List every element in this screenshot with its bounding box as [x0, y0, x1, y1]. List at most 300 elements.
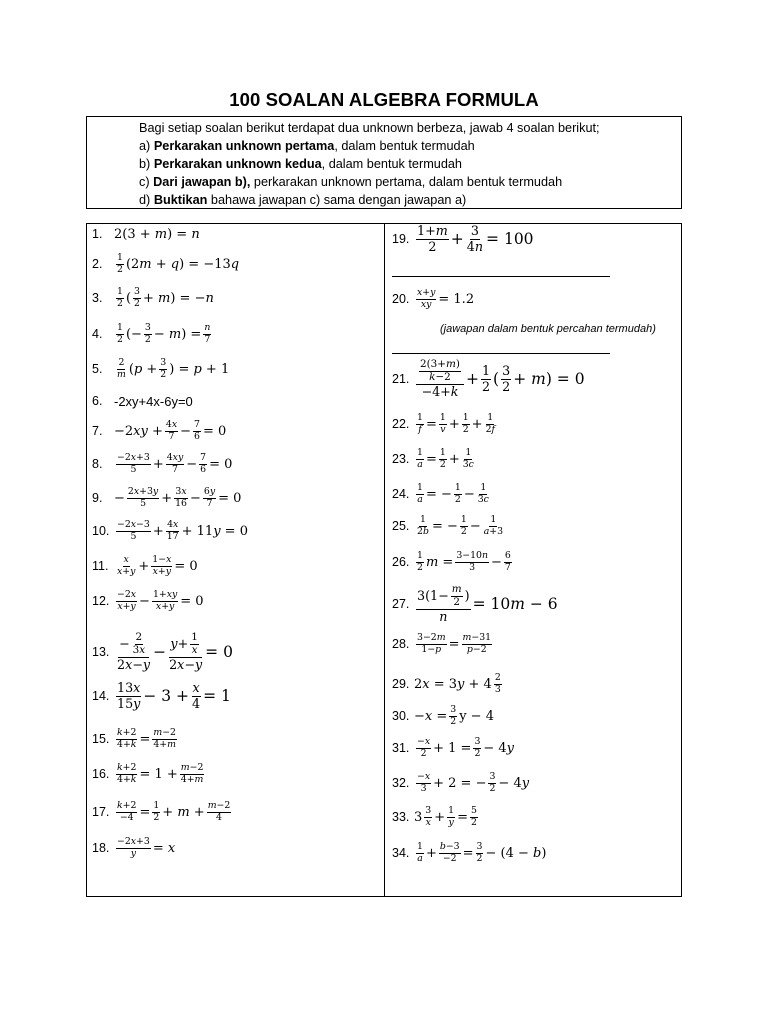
question-number: 22.	[392, 417, 410, 431]
equation: $\frac{\text{𝑘+2}}{\text{4+𝑘}}$ = 1 + $\frac{\text{𝑚−2}}{\text{4+𝑚}}$	[117, 762, 204, 785]
numerator: 1	[117, 322, 123, 334]
numerator: 1	[462, 412, 469, 424]
fraction	[501, 364, 511, 393]
numerator: −𝑥	[417, 736, 431, 748]
numerator: 3𝑥	[175, 486, 187, 498]
fraction	[174, 487, 188, 509]
column-divider	[384, 224, 385, 896]
denominator: 3𝑐	[477, 493, 489, 505]
numerator: 𝑘+2	[117, 800, 137, 812]
fraction	[166, 453, 185, 475]
fraction	[451, 584, 463, 608]
question-number: 18.	[92, 841, 110, 855]
equation: $\frac{1}{2}$ ( $\frac{3}{2}$ + 𝑚) = −𝑛	[117, 286, 214, 309]
question-13	[92, 632, 233, 672]
fraction	[152, 728, 177, 750]
denominator: 2	[117, 333, 123, 345]
denominator: 5	[140, 497, 147, 509]
question-number: 15.	[92, 732, 110, 746]
numerator: 𝑚−2	[153, 727, 176, 739]
denominator: 2	[454, 493, 461, 505]
numerator: 1	[417, 841, 423, 853]
question-number: 26.	[392, 555, 410, 569]
denominator: 2	[160, 368, 167, 380]
question-number: 6.	[92, 394, 103, 408]
equation: $\frac{\text{1+𝑚}}{2}$ + $\frac{3}{\text{4𝑛}}$ = 100	[417, 223, 534, 254]
fraction	[439, 842, 461, 864]
fraction	[133, 287, 141, 309]
question-number: 20.	[392, 292, 410, 306]
numerator: −2𝑥−3	[117, 519, 150, 531]
numerator: 1	[460, 514, 467, 526]
fraction	[488, 772, 496, 794]
equation: 3 $\frac{3}{\text{𝑥}}$ + $\frac{1}{\text{𝑦}}$ = $\frac{5}{2}$	[414, 805, 477, 828]
denominator: 𝑥+𝑦	[117, 565, 136, 577]
denominator: 2𝑥−𝑦	[169, 656, 203, 672]
fraction	[439, 448, 447, 470]
numerator: 3	[470, 223, 479, 239]
questions-table	[86, 223, 682, 897]
numerator: 3−2𝑚	[417, 632, 446, 644]
question-16	[92, 754, 206, 794]
fraction	[127, 487, 159, 509]
numerator: 1	[487, 412, 494, 424]
fraction	[165, 420, 178, 442]
question-15	[92, 719, 179, 759]
fraction	[152, 801, 160, 823]
fraction	[481, 364, 491, 393]
question-number: 14.	[92, 689, 110, 703]
numerator: 6	[504, 550, 511, 562]
fraction	[416, 551, 424, 573]
denominator: 2	[134, 297, 140, 309]
fraction	[473, 737, 481, 759]
question-number: 17.	[92, 805, 110, 819]
fraction	[416, 448, 424, 470]
fraction	[416, 584, 471, 624]
denominator: 2	[502, 378, 511, 394]
denominator: 𝑎+3	[483, 525, 504, 537]
numerator: 3−10𝑛	[456, 550, 488, 562]
fraction	[199, 453, 207, 475]
fraction	[203, 487, 216, 509]
numerator: 3	[425, 805, 432, 817]
question-number: 3.	[92, 291, 103, 305]
numerator: − $\frac{2}{\text{3𝑥}}$	[118, 632, 149, 657]
equation: − $\frac{\text{2𝑥+3𝑦}}{5}$ + $\frac{\text{3𝑥}}{16}$ − $\frac{\text{6𝑦}}{7}$ = 0	[114, 486, 242, 509]
equation: $\frac{\text{𝑥}}{\text{𝑥+𝑦}}$ + $\frac{\text{1−𝑥}}{\text{𝑥+𝑦}}$ = 0	[117, 554, 198, 577]
question-number: 16.	[92, 767, 110, 781]
fraction	[416, 737, 431, 759]
fraction	[116, 453, 151, 475]
question-34	[392, 833, 546, 873]
question-number: 5.	[92, 362, 103, 376]
fraction	[455, 551, 489, 573]
fraction	[151, 555, 172, 577]
equation: $\frac{1}{2}$ 𝑚 = $\frac{\text{3−10𝑛}}{3}$ − $\frac{6}{7}$	[417, 550, 511, 573]
question-number: 32.	[392, 776, 410, 790]
denominator: 2	[439, 458, 446, 470]
denominator: 2	[117, 297, 123, 309]
fraction	[116, 728, 137, 750]
instructions-intro: Bagi setiap soalan berikut terdapat dua unknown berbeza, jawab 4 soalan berikut;	[139, 121, 600, 135]
separator-line	[392, 353, 610, 354]
denominator: 3	[420, 782, 427, 794]
note-q20: (jawapan dalam bentuk percahan termudah)	[440, 323, 656, 335]
question-number: 10.	[92, 524, 110, 538]
denominator: 2	[153, 811, 160, 823]
equation: $\frac{\text{𝑥+𝑦}}{\text{𝑥𝑦}}$ = 1.2	[417, 287, 475, 310]
numerator: 4𝑥	[165, 419, 178, 431]
denominator: 𝑘−2	[429, 370, 451, 383]
equation: $\frac{1}{2}$ (2𝑚 + 𝑞) = −13𝑞	[117, 252, 240, 275]
numerator: 𝑥+𝑦	[417, 287, 436, 299]
denominator: 𝑛	[439, 608, 448, 624]
equation: $\frac{\text{−2𝑥+3}}{5}$ + $\frac{\text{4𝑥𝑦}}{7}$ − $\frac{7}{6}$ = 0	[117, 452, 233, 475]
equation: $\frac{1}{\text{2𝑏}}$ = − $\frac{1}{2}$ − $\frac{1}{\text{𝑎+3}}$	[417, 514, 504, 537]
question-28	[392, 624, 494, 664]
fraction	[116, 287, 124, 309]
instruction-b: b) Perkarakan unknown kedua, dalam bentuk termudah	[139, 157, 462, 171]
fraction	[419, 359, 461, 383]
denominator: 𝑥𝑦	[420, 298, 432, 310]
denominator: 2	[462, 423, 469, 435]
numerator	[416, 359, 464, 384]
numerator: 1	[439, 412, 446, 424]
fraction	[485, 413, 496, 435]
numerator: 1	[191, 631, 198, 644]
question-21	[392, 359, 585, 399]
fraction	[191, 681, 201, 710]
numerator: 1	[454, 482, 461, 494]
fraction	[447, 806, 455, 828]
question-18	[92, 828, 175, 868]
question-number: 28.	[392, 637, 410, 651]
numerator: 2	[494, 672, 501, 684]
question-number: 1.	[92, 227, 103, 241]
denominator: 6	[200, 463, 207, 475]
equation: $\frac{1}{\text{𝑎}}$ = − $\frac{1}{2}$ − $\frac{1}{\text{3𝑐}}$	[417, 482, 489, 505]
denominator: 2	[453, 595, 461, 608]
denominator: 𝑣	[440, 423, 446, 435]
fraction	[116, 323, 124, 345]
numerator: 1	[481, 363, 491, 379]
numerator: 1	[480, 482, 487, 494]
question-number: 8.	[92, 457, 103, 471]
question-10	[92, 511, 248, 551]
numerator: 1	[417, 412, 423, 424]
denominator: 3𝑐	[462, 458, 474, 470]
fraction	[460, 515, 468, 537]
denominator: 2𝑓	[485, 423, 495, 435]
denominator: 𝑥	[191, 643, 198, 656]
denominator: 2	[460, 525, 467, 537]
question-number: 29.	[392, 677, 410, 691]
instruction-a: a) Perkarakan unknown pertama, dalam bentuk termudah	[139, 139, 475, 153]
instruction-c: c) Dari jawapan b), perkarakan unknown pertama, dalam bentuk termudah	[139, 175, 563, 189]
equation: 3(1− $\frac{\text{𝑚}}{2}$ ) 𝑛 = 10𝑚 − 6	[417, 583, 558, 624]
fraction	[159, 358, 167, 380]
fraction	[416, 288, 436, 310]
question-number: 21.	[392, 372, 410, 386]
question-number: 9.	[92, 491, 103, 505]
numerator: 2	[118, 357, 125, 369]
denominator: 4+𝑘	[117, 738, 137, 750]
fraction	[203, 323, 211, 345]
page-title: 100 SOALAN ALGEBRA FORMULA	[229, 89, 539, 110]
denominator: 3	[494, 683, 501, 695]
denominator: 15𝑦	[117, 695, 141, 711]
fraction	[144, 323, 152, 345]
numerator: 1−𝑥	[152, 554, 172, 566]
question-number: 4.	[92, 327, 103, 341]
fraction	[483, 515, 504, 537]
numerator: 1	[419, 514, 426, 526]
numerator: 1	[417, 447, 423, 459]
question-number: 24.	[392, 487, 410, 501]
numerator: 4𝑥𝑦	[166, 452, 184, 464]
equation: −2𝑥𝑦 + $\frac{\text{4𝑥}}{7}$ − $\frac{7}{6}$ = 0	[114, 419, 227, 442]
numerator: −2𝑥	[117, 589, 137, 601]
fraction	[116, 763, 137, 785]
numerator: 2(3+𝑚)	[420, 358, 460, 371]
denominator: 1−𝑝	[421, 643, 442, 655]
equation: $\frac{1}{2}$ (− $\frac{3}{2}$ − 𝑚) = $\frac{\text{𝑛}}{7}$	[117, 322, 211, 345]
fraction	[470, 806, 478, 828]
numerator: 1	[439, 447, 446, 459]
denominator: 𝑎	[417, 852, 423, 864]
fraction	[439, 413, 447, 435]
numerator: 5	[471, 805, 477, 817]
numerator: 1	[117, 286, 123, 298]
equation: $\frac{\text{−2𝑥+3}}{\text{𝑦}}$ = 𝑥	[117, 836, 176, 859]
numerator: 1	[153, 800, 160, 812]
question-number: 25.	[392, 519, 410, 533]
denominator: 17	[166, 530, 179, 542]
denominator: 4+𝑚	[180, 773, 204, 785]
equation: $\frac{1}{\text{𝑎}}$ = $\frac{1}{2}$ + $\frac{1}{\text{3𝑐}}$	[417, 447, 474, 470]
numerator: 1+𝑚	[417, 223, 448, 239]
fraction	[416, 224, 449, 253]
fraction	[416, 359, 464, 399]
denominator: 4	[216, 811, 222, 823]
fraction	[476, 842, 484, 864]
numerator: 1	[417, 550, 423, 562]
numerator: 𝑚−31	[462, 632, 492, 644]
equation: $\frac{\text{𝑘+2}}{-4}$ = $\frac{1}{2}$ + 𝑚 + $\frac{\text{𝑚−2}}{4}$	[117, 800, 231, 823]
fraction	[416, 842, 424, 864]
equation: $\frac{2}{\text{𝑚}}$ (𝑝 + $\frac{3}{2}$ ) = 𝑝 + 1	[117, 357, 230, 380]
numerator: 𝑏−3	[439, 841, 460, 853]
fraction	[416, 772, 431, 794]
fraction	[116, 837, 151, 859]
fraction	[193, 420, 201, 442]
denominator: 𝑚	[117, 368, 126, 380]
numerator: 1	[448, 805, 455, 817]
question-19	[392, 219, 534, 259]
numerator: 𝑘+2	[117, 727, 137, 739]
denominator: 2	[417, 561, 423, 573]
question-number: 12.	[92, 594, 110, 608]
numerator: 𝑚−2	[180, 762, 204, 774]
numerator: 3	[489, 771, 496, 783]
question-number: 23.	[392, 452, 410, 466]
denominator: 𝑦	[448, 816, 454, 828]
numerator: 2	[135, 631, 143, 644]
numerator: 3	[474, 736, 481, 748]
denominator: 16	[175, 497, 187, 509]
question-number: 31.	[392, 741, 410, 755]
denominator: 𝑓	[418, 423, 422, 435]
fraction	[424, 806, 432, 828]
question-26	[392, 542, 514, 582]
denominator: 𝑥+𝑦	[117, 600, 136, 612]
fraction	[116, 520, 151, 542]
question-25	[392, 506, 506, 546]
fraction	[116, 632, 151, 672]
denominator: 2𝑥−𝑦	[117, 656, 151, 672]
denominator: 2	[117, 263, 123, 275]
denominator: 2𝑏	[417, 525, 429, 537]
fraction	[477, 483, 490, 505]
fraction	[449, 705, 457, 727]
denominator: 2	[481, 378, 491, 394]
fraction	[168, 632, 203, 672]
question-23	[392, 439, 477, 479]
numerator: 𝑥	[192, 680, 200, 696]
numerator: 3	[450, 704, 457, 716]
numerator: 7	[194, 419, 200, 431]
separator-line	[392, 276, 610, 277]
question-number: 30.	[392, 709, 410, 723]
question-number: 19.	[392, 232, 410, 246]
denominator: 4+𝑚	[153, 738, 176, 750]
numerator: 1	[490, 514, 497, 526]
question-number: 2.	[92, 257, 103, 271]
question-number: 13.	[92, 645, 110, 659]
fraction	[494, 673, 502, 695]
denominator: 4	[192, 695, 201, 711]
equation: $\frac{\text{𝑘+2}}{\text{4+𝑘}}$ = $\frac{\text{𝑚−2}}{\text{4+𝑚}}$	[117, 727, 176, 750]
question-3	[92, 278, 214, 318]
fraction	[116, 253, 124, 275]
equation: − $\frac{2}{\text{3𝑥}}$ 2𝑥−𝑦 − 𝑦+ $\frac{1}{\text{𝑥}}$ 2𝑥−𝑦 = 0	[117, 631, 233, 672]
denominator: 𝑥+𝑦	[152, 565, 172, 577]
question-14	[92, 676, 231, 716]
question-number: 33.	[392, 810, 410, 824]
numerator: 3	[476, 841, 483, 853]
equation: −𝑥 = $\frac{3}{2}$ y − 4	[414, 704, 494, 727]
numerator: 4𝑥	[167, 519, 179, 531]
numerator: 3	[134, 286, 140, 298]
equation: $\frac{1}{\text{𝑓}}$ = $\frac{1}{\text{𝑣}}$ + $\frac{1}{2}$ + $\frac{1}{\text{2𝑓}}$	[417, 412, 495, 435]
numerator: −2𝑥+3	[117, 452, 150, 464]
denominator: 4𝑛	[466, 238, 484, 254]
question-22	[392, 404, 498, 444]
numerator: 2𝑥+3𝑦	[127, 486, 159, 498]
denominator: 7	[204, 333, 211, 345]
denominator: 𝑥	[425, 816, 431, 828]
question-11	[92, 546, 198, 586]
fraction	[207, 801, 232, 823]
denominator: 7	[206, 497, 213, 509]
fraction	[132, 632, 147, 656]
fraction	[416, 633, 447, 655]
denominator: 2	[428, 238, 437, 254]
denominator: 7	[172, 463, 178, 475]
question-31	[392, 728, 514, 768]
denominator: 2	[450, 715, 457, 727]
instruction-d: d) Buktikan bahawa jawapan c) sama dengan jawapan a)	[139, 193, 467, 207]
question-number: 34.	[392, 846, 410, 860]
numerator: 𝑚	[451, 583, 462, 596]
numerator: 1	[417, 482, 423, 494]
denominator: 7	[168, 430, 175, 442]
denominator: 𝑝−2	[466, 643, 487, 655]
fraction	[416, 483, 424, 505]
question-number: 7.	[92, 424, 103, 438]
fraction	[116, 358, 127, 380]
denominator: 4+𝑘	[117, 773, 137, 785]
numerator: 𝑥	[123, 554, 129, 566]
equation: $\frac{\text{−2𝑥}}{\text{𝑥+𝑦}}$ − $\frac{\text{1+𝑥𝑦}}{\text{𝑥+𝑦}}$ = 0	[117, 589, 204, 612]
numerator: 3	[502, 363, 511, 379]
fraction	[116, 681, 141, 710]
denominator: 6	[194, 430, 200, 442]
denominator: 3𝑥	[132, 643, 146, 656]
fraction	[116, 555, 136, 577]
denominator: 2	[476, 852, 483, 864]
fraction	[152, 590, 178, 612]
numerator: 3	[144, 322, 151, 334]
numerator: 7	[200, 452, 207, 464]
denominator: 5	[130, 463, 137, 475]
fraction	[466, 224, 484, 253]
fraction	[462, 633, 493, 655]
equation: $\frac{\text{−𝑥}}{3}$ + 2 = − $\frac{3}{2}$ − 4𝑦	[417, 771, 530, 794]
denominator: 2	[144, 333, 151, 345]
denominator: −4	[119, 811, 134, 823]
denominator: 𝑥+𝑦	[155, 600, 175, 612]
numerator: 1	[465, 447, 472, 459]
fraction	[454, 483, 462, 505]
numerator: 𝑘+2	[117, 762, 137, 774]
equation: $\frac{\text{3−2𝑚}}{\text{1−𝑝}}$ = $\frac{\text{𝑚−31}}{\text{𝑝−2}}$	[417, 632, 492, 655]
equation: $\frac{1}{\text{𝑎}}$ + $\frac{\text{𝑏−3}}{-2}$ = $\frac{3}{2}$ − (4 − 𝑏)	[417, 841, 547, 864]
numerator: 1+𝑥𝑦	[152, 589, 178, 601]
denominator: −2	[442, 852, 457, 864]
equation: $\frac{\text{−𝑥}}{2}$ + 1 = $\frac{3}{2}$ − 4𝑦	[417, 736, 515, 759]
denominator: 𝑦	[130, 847, 137, 859]
denominator: 2	[471, 816, 477, 828]
question-33	[392, 797, 480, 837]
numerator: 13𝑥	[117, 680, 141, 696]
equation: 2(3 + 𝑚) = 𝑛	[114, 226, 200, 242]
equation: $\frac{\text{13𝑥}}{\text{15𝑦}}$ − 3 + $\frac{\text{𝑥}}{4}$ = 1	[117, 680, 231, 711]
denominator: −4+𝑘	[421, 383, 459, 399]
fraction	[166, 520, 180, 542]
numerator: 3(1− $\frac{\text{𝑚}}{2}$ )	[417, 583, 470, 608]
denominator: 5	[130, 530, 137, 542]
numerator: 𝑛	[204, 322, 211, 334]
denominator: 𝑎	[417, 458, 423, 470]
fraction	[416, 413, 424, 435]
fraction	[416, 515, 430, 537]
numerator: 1	[117, 252, 123, 264]
fraction	[462, 413, 470, 435]
question-12	[92, 581, 204, 621]
question-20	[392, 279, 474, 319]
